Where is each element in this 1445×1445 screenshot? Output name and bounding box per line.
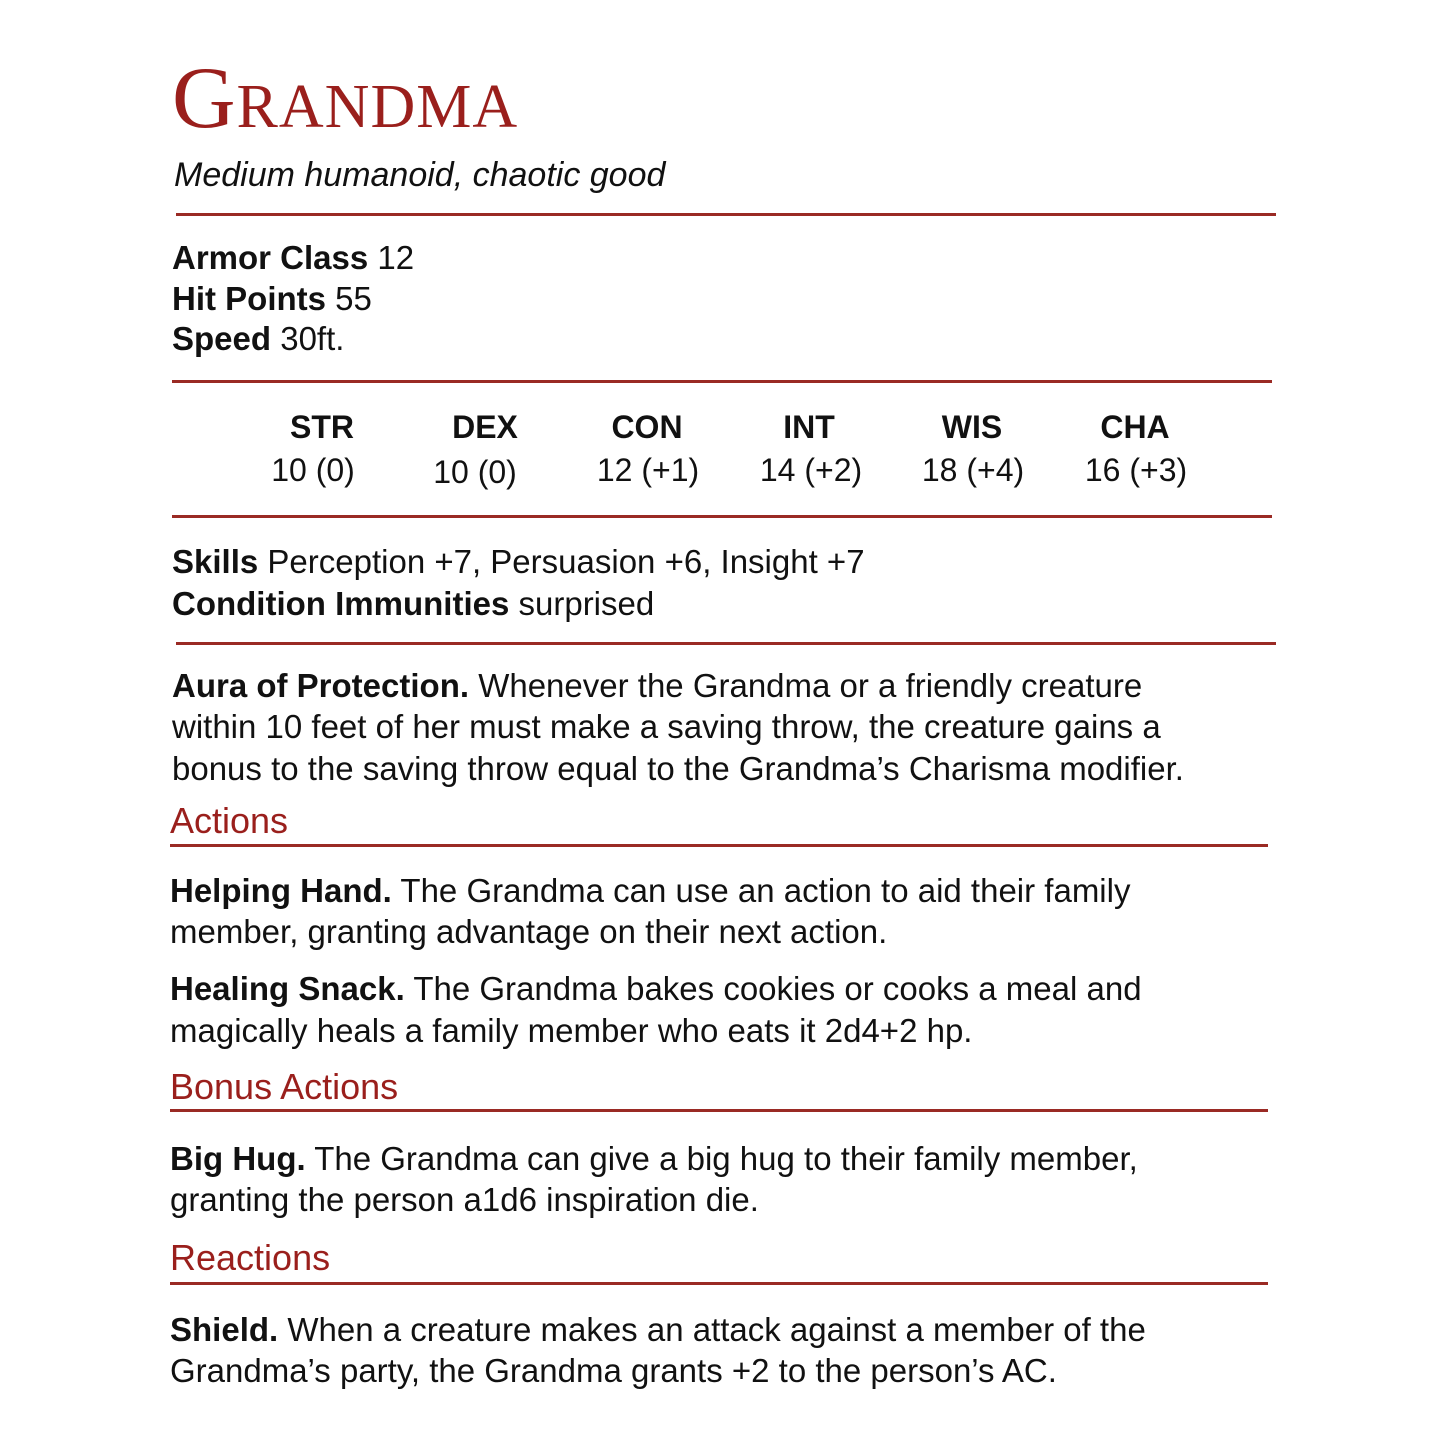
armor-class-value: 12 bbox=[377, 239, 415, 276]
divider-rule bbox=[176, 213, 1276, 216]
hit-points-label: Hit Points bbox=[172, 280, 326, 317]
ability-int-score: 14 (+2) bbox=[759, 452, 863, 488]
ability-wis-label: WIS bbox=[941, 409, 1003, 445]
ability-dex-label: DEX bbox=[452, 409, 518, 445]
action-text: member, granting advantage on their next action. bbox=[170, 913, 888, 950]
skills-row bbox=[172, 541, 865, 582]
reaction-text: Grandma’s party, the Grandma grants +2 to the person’s AC. bbox=[170, 1352, 1057, 1389]
armor-class-label: Armor Class bbox=[172, 239, 369, 276]
bonus-action-line bbox=[170, 1138, 1138, 1179]
reaction-line bbox=[170, 1309, 1146, 1350]
action-line bbox=[170, 968, 1142, 1009]
skills-value: Perception +7, Persuasion +6, Insight +7 bbox=[267, 543, 865, 580]
action-name: Helping Hand. bbox=[170, 872, 392, 909]
ability-str-score: 10 (0) bbox=[271, 452, 355, 488]
bonus-action-text: The Grandma can give a big hug to their family member, bbox=[314, 1140, 1138, 1177]
hit-points-row bbox=[172, 278, 372, 319]
actions-heading: Actions bbox=[170, 800, 289, 841]
speed-row bbox=[172, 318, 344, 359]
divider-rule bbox=[170, 1282, 1268, 1285]
trait-text: within 10 feet of her must make a saving throw, the creature gains a bbox=[172, 708, 1161, 745]
action-name: Healing Snack. bbox=[170, 970, 405, 1007]
ability-wis-score: 18 (+4) bbox=[921, 452, 1025, 488]
reaction-name: Shield. bbox=[170, 1311, 279, 1348]
ability-cha-label: CHA bbox=[1100, 409, 1170, 445]
reaction-text: When a creature makes an attack against a member of the bbox=[287, 1311, 1146, 1348]
condition-immunities-label: Condition Immunities bbox=[172, 585, 510, 622]
action-line bbox=[170, 870, 1130, 911]
creature-type: Medium humanoid, chaotic good bbox=[174, 156, 666, 194]
trait-text: bonus to the saving throw equal to the Grandma’s Charisma modifier. bbox=[172, 750, 1184, 787]
hit-points-value: 55 bbox=[335, 280, 372, 317]
divider-rule bbox=[172, 515, 1272, 518]
ability-dex-score: 10 (0) bbox=[433, 454, 517, 490]
divider-rule bbox=[170, 1109, 1268, 1112]
divider-rule bbox=[170, 844, 1268, 847]
ability-str-label: STR bbox=[290, 409, 354, 445]
trait-line bbox=[172, 665, 1142, 706]
action-text: magically heals a family member who eats it 2d4+2 hp. bbox=[170, 1012, 973, 1049]
condition-immunities-value: surprised bbox=[518, 585, 655, 622]
action-text: The Grandma can use an action to aid their family bbox=[400, 872, 1131, 909]
divider-rule bbox=[172, 380, 1272, 383]
bonus-action-name: Big Hug. bbox=[170, 1140, 306, 1177]
speed-value: 30ft. bbox=[280, 320, 345, 357]
action-text: The Grandma bakes cookies or cooks a meal and bbox=[413, 970, 1142, 1007]
ability-con-score: 12 (+1) bbox=[596, 452, 700, 488]
trait-name: Aura of Protection. bbox=[172, 667, 470, 704]
creature-name: Grandma bbox=[172, 50, 519, 147]
armor-class-row bbox=[172, 237, 414, 278]
condition-immunities-row bbox=[172, 583, 654, 624]
reactions-heading: Reactions bbox=[170, 1237, 331, 1278]
bonus-action-text: granting the person a1d6 inspiration die. bbox=[170, 1181, 759, 1218]
ability-cha-score: 16 (+3) bbox=[1084, 452, 1188, 488]
bonus-actions-heading: Bonus Actions bbox=[170, 1066, 399, 1107]
ability-int-label: INT bbox=[783, 409, 835, 445]
ability-con-label: CON bbox=[611, 409, 683, 445]
divider-rule bbox=[176, 642, 1276, 645]
skills-label: Skills bbox=[172, 543, 259, 580]
trait-text: Whenever the Grandma or a friendly creature bbox=[478, 667, 1143, 704]
speed-label: Speed bbox=[172, 320, 272, 357]
